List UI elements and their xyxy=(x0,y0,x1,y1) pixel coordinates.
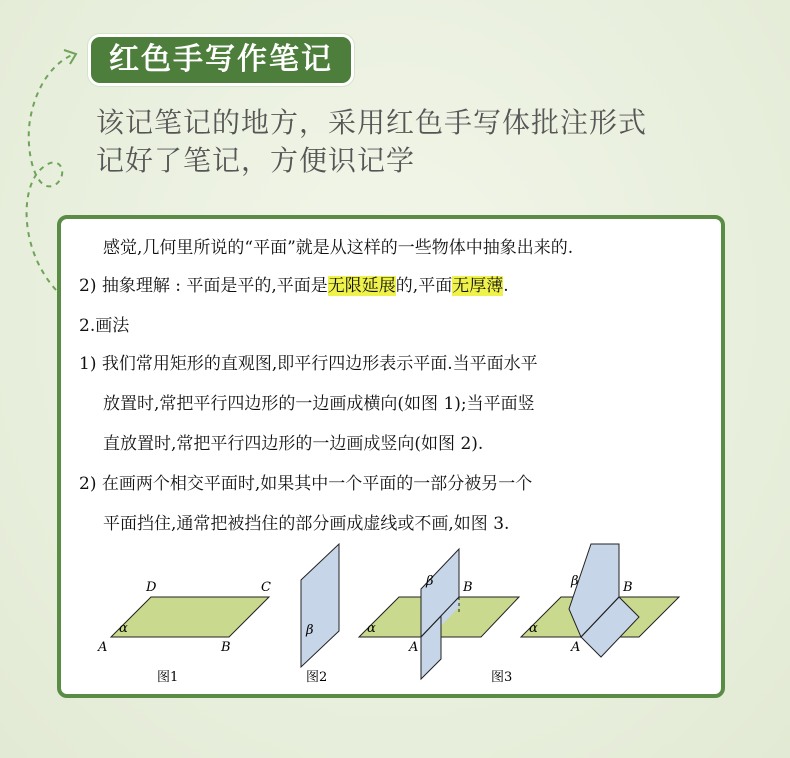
label-A: A xyxy=(98,640,108,655)
plane-beta-shape xyxy=(301,544,339,667)
section-heading: 2.画法 xyxy=(79,316,130,336)
figure-1-caption: 图1 xyxy=(157,670,179,685)
label-alpha: α xyxy=(529,621,538,636)
label-B: B xyxy=(221,640,231,655)
label-alpha: α xyxy=(119,621,128,636)
text-line: 平面挡住,通常把被挡住的部分画成虚线或不画,如图 3. xyxy=(103,514,510,534)
figure-2-caption: 图2 xyxy=(306,670,328,685)
plane-alpha-shape xyxy=(111,597,269,637)
text-span: . xyxy=(503,276,509,296)
geometry-figures xyxy=(61,219,721,694)
label-A: A xyxy=(409,640,419,655)
figure-3b xyxy=(521,544,679,657)
figure-2 xyxy=(301,544,339,685)
text-span: 的,平面 xyxy=(395,276,453,296)
label-A: A xyxy=(571,640,581,655)
label-alpha: α xyxy=(367,621,376,636)
text-line: 2) 在画两个相交平面时,如果其中一个平面的一部分被另一个 xyxy=(79,474,533,494)
textbook-note-card xyxy=(57,215,725,698)
label-B: B xyxy=(623,580,633,595)
text-span: 2) 抽象理解 : 平面是平的,平面是 xyxy=(79,276,328,296)
label-C: C xyxy=(261,580,271,595)
text-line: 感觉,几何里所说的“平面”就是从这样的一些物体中抽象出来的. xyxy=(103,238,574,258)
label-beta: β xyxy=(426,574,434,589)
figure-3-caption: 图3 xyxy=(491,670,513,685)
highlight-text: 无厚薄 xyxy=(452,276,504,296)
text-line: 放置时,常把平行四边形的一边画成横向(如图 1);当平面竖 xyxy=(103,394,535,414)
label-beta: β xyxy=(306,623,314,638)
label-D: D xyxy=(146,580,157,595)
text-line: 直放置时,常把平行四边形的一边画成竖向(如图 2). xyxy=(103,434,484,454)
figure-1 xyxy=(97,580,271,685)
description-line-1: 该记笔记的地方，采用红色手写体批注形式 xyxy=(96,106,648,139)
label-beta: β xyxy=(571,574,579,589)
description xyxy=(96,104,736,180)
description-line-2: 记好了笔记，方便识记学 xyxy=(96,144,416,177)
text-line: 1) 我们常用矩形的直观图,即平行四边形表示平面.当平面水平 xyxy=(79,354,538,374)
figure-3 xyxy=(359,549,519,679)
highlight-text: 无限延展 xyxy=(327,276,396,296)
label-B: B xyxy=(463,580,473,595)
section-badge: 红色手写作笔记 xyxy=(88,34,354,86)
